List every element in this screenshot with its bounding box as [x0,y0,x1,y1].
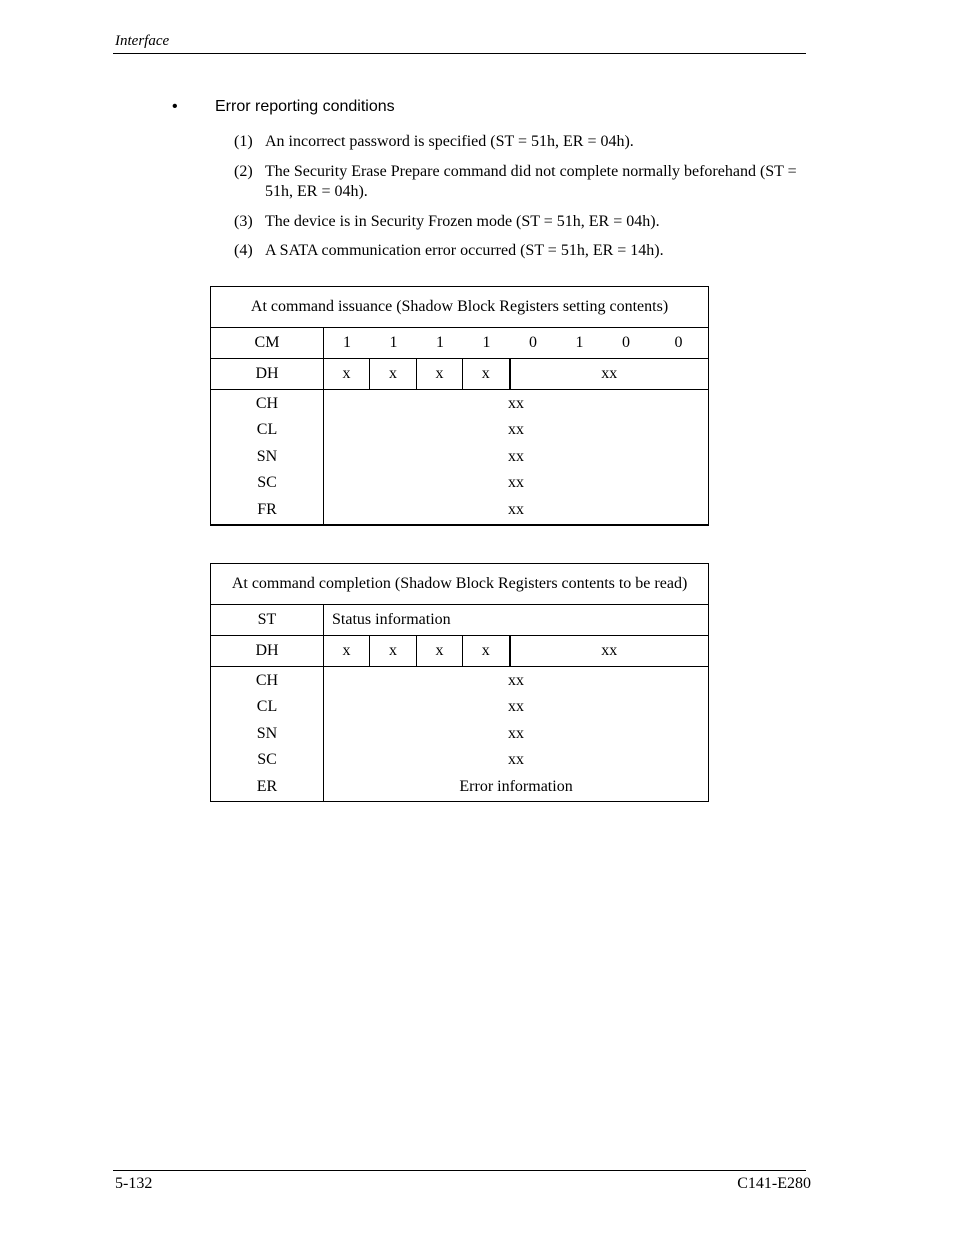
register-label: SN [256,724,278,742]
register-label-dh: DH [211,636,324,667]
bit-cell: 1 [389,334,398,351]
command-code-bits [324,328,709,359]
register-label: CL [256,421,278,439]
register-values [324,667,709,802]
table-title: At command issuance (Shadow Block Registers setting contents) [211,287,709,328]
page-number: 5-132 [115,1175,153,1192]
register-label: CL [256,698,278,716]
register-value: xx [508,447,525,465]
register-label: CH [255,395,279,412]
dh-rest: xx [510,359,709,390]
register-labels [211,390,324,526]
condition-text: A SATA communication error occurred (ST = 51h, ER = 14h). [265,242,664,259]
bit-cell: 0 [622,334,630,351]
issuance-register-table [210,286,709,526]
condition-number: (1) [234,133,253,150]
condition-text: An incorrect password is specified (ST = 51h, ER = 04h). [265,133,634,150]
dh-bit: x [463,636,510,667]
dh-bit: x [417,359,463,390]
bullet-icon: • [172,98,178,115]
dh-bit: x [370,359,417,390]
bit-cell: 0 [674,334,683,351]
bit-cell: 1 [343,334,351,351]
condition-text: The device is in Security Frozen mode (ST = 51h, ER = 04h). [265,213,660,230]
register-label: CH [255,672,279,689]
register-value: xx [508,672,525,689]
register-label: SC [257,474,277,492]
dh-bit: x [370,636,417,667]
register-value: xx [508,474,525,492]
register-label: SN [256,447,278,465]
running-header: Interface [115,33,170,49]
bit-cell: 1 [575,334,584,351]
register-label-cm: CM [211,328,324,359]
register-value: xx [508,698,525,716]
document-id: C141-E280 [737,1175,811,1192]
condition-number: (2) [234,163,253,180]
dh-rest: xx [510,636,709,667]
status-information: Status information [324,605,709,636]
register-value: xx [508,395,525,412]
register-label: FR [257,500,277,518]
register-label: ER [256,777,278,795]
dh-bit: x [463,359,510,390]
condition-text: The Security Erase Prepare command did not complete normally beforehand (ST = 51h, ER = 04h). [265,163,797,200]
completion-register-table [210,563,709,802]
register-label-st: ST [211,605,324,636]
register-value: xx [508,751,525,769]
register-value: Error information [459,777,573,795]
register-value: xx [508,724,525,742]
condition-number: (4) [234,242,253,259]
register-value: xx [508,421,525,439]
register-labels [211,667,324,802]
bit-cell: 1 [436,334,444,351]
bit-cell: 1 [482,334,491,351]
dh-bit: x [324,359,370,390]
header-rule [113,53,806,54]
register-values [324,390,709,526]
dh-bit: x [324,636,370,667]
footer-rule [113,1170,806,1171]
register-label-dh: DH [211,359,324,390]
section-heading: Error reporting conditions [215,98,395,115]
condition-number: (3) [234,213,253,230]
dh-bit: x [417,636,463,667]
bit-cell: 0 [529,334,537,351]
register-value: xx [508,500,525,518]
table-title: At command completion (Shadow Block Registers contents to be read) [211,564,709,605]
register-label: SC [257,751,277,769]
